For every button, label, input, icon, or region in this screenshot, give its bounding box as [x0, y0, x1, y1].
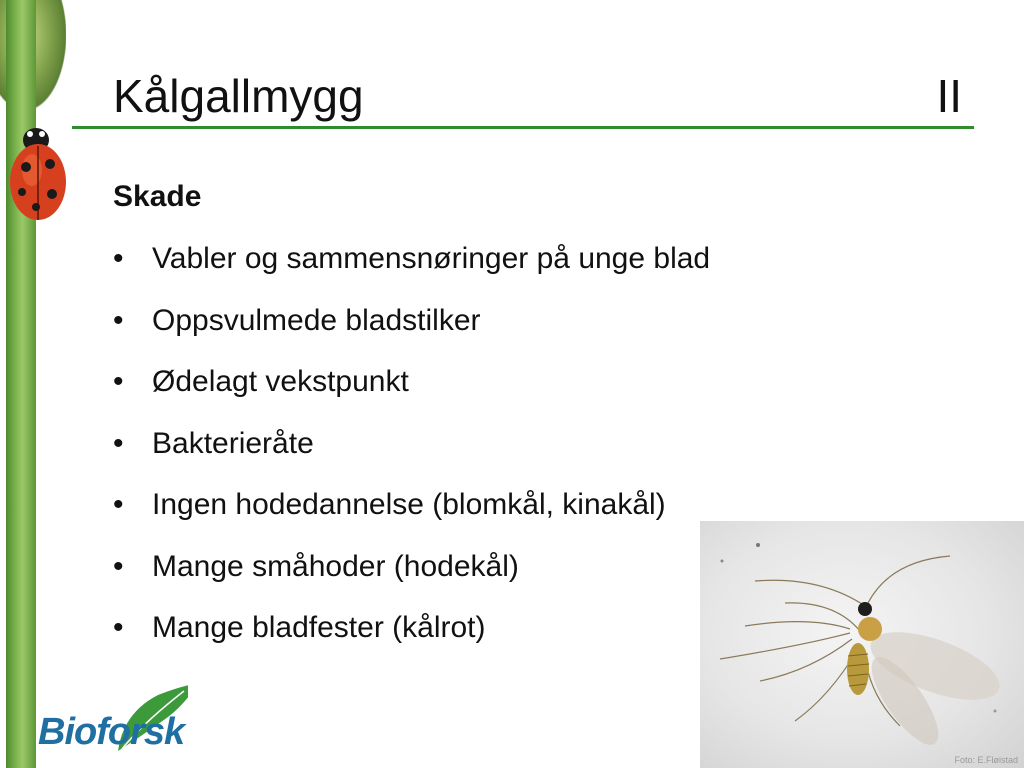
logo-wordmark: Bioforsk — [38, 711, 185, 753]
ladybug-image — [6, 112, 68, 224]
bullet-glyph: • — [113, 611, 124, 644]
bullet-glyph: • — [113, 242, 124, 275]
midge-photo — [700, 521, 1024, 768]
bioforsk-logo — [38, 683, 188, 753]
bullet-text: Ingen hodedannelse (blomkål, kinakål) — [152, 488, 666, 521]
title-underline — [72, 126, 974, 129]
bullet-glyph: • — [113, 426, 124, 460]
midge-illustration — [700, 521, 1024, 768]
bullet-text: Oppsvulmede bladstilker — [152, 303, 481, 337]
section-heading: Skade — [113, 180, 202, 213]
bullet-text: Ødelagt vekstpunkt — [152, 365, 409, 398]
bullet-text: Vabler og sammensnøringer på unge blad — [152, 242, 711, 275]
bullet-glyph: • — [113, 549, 124, 583]
bullet-text: Bakterieråte — [152, 426, 314, 460]
bullet-text: Mange bladfester (kålrot) — [152, 611, 486, 644]
bullet-glyph: • — [113, 365, 124, 398]
slide-title: Kålgallmygg — [113, 70, 364, 122]
bullet-text: Mange småhoder (hodekål) — [152, 549, 519, 583]
photo-credit: Foto: E.Fløistad — [954, 755, 1018, 765]
bullet-glyph: • — [113, 488, 124, 521]
slide-title-number: II — [936, 70, 962, 122]
bullet-glyph: • — [113, 303, 124, 337]
